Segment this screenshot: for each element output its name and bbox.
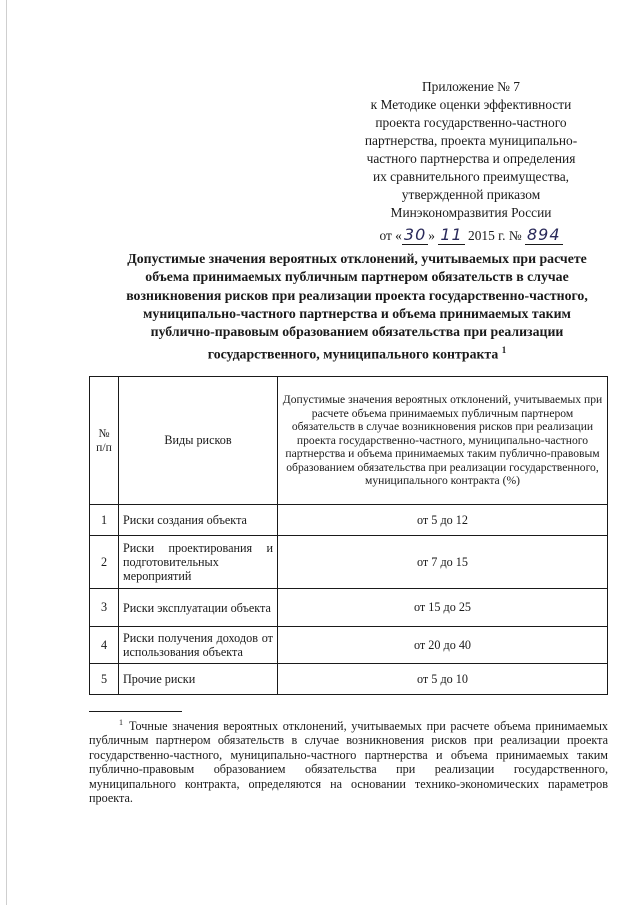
title-line: муниципально-частного партнерства и объема принимаемых таким (143, 305, 571, 321)
row-risk-type: Риски получения доходов от использования объекта (119, 627, 278, 664)
table-row (90, 589, 608, 627)
annex-line: к Методике оценки эффективности (370, 97, 572, 112)
title-line: Допустимые значения вероятных отклонений, учитываемых при расчете (127, 251, 587, 266)
header-value: Допустимые значения вероятных отклонений, учитываемых при расчете объема принимаемых публичным партнером обязательств в случае возникновения рисков при реализации проекта государственно-частного, муниципально-частного партнерства и объема принимаемых таким публично-правовым образованием обязательства при реализации государственного, муниципального контракта (%) (278, 377, 608, 505)
row-num: 3 (90, 589, 119, 627)
annex-line: проекта государственно-частного (375, 115, 567, 130)
handwritten-month: 11 (440, 225, 463, 244)
row-risk-type: Риски создания объекта (119, 505, 278, 536)
row-risk-type: Риски эксплуатации объекта (119, 589, 278, 627)
handwritten-day: 30 (403, 225, 427, 244)
scan-margin-line (6, 0, 7, 905)
title-last-text: государственного, муниципального контракта (207, 347, 499, 363)
order-date-line (340, 226, 602, 245)
date-mid: » (428, 228, 435, 243)
row-num: 5 (90, 664, 119, 695)
header-num: № п/п (90, 377, 119, 505)
row-value: от 20 до 40 (278, 627, 608, 664)
title-line: возникновения рисков при реализации проекта государственно-частного, (126, 287, 588, 303)
date-year: 2015 г. № (468, 228, 522, 243)
table-row (90, 664, 608, 695)
header-risk-type: Виды рисков (119, 377, 278, 505)
row-value: от 5 до 10 (278, 664, 608, 695)
footnote-marker: 1 (119, 718, 123, 727)
annex-line: их сравнительного преимущества, (372, 169, 570, 184)
date-prefix: от « (379, 228, 402, 243)
title-line: публично-правовым образованием обязательства при реализации (150, 324, 564, 340)
title-line (92, 341, 622, 364)
table-row (90, 627, 608, 664)
footnote-separator (89, 711, 182, 712)
row-value: от 5 до 12 (278, 505, 608, 536)
annex-line: утвержденной приказом (401, 187, 541, 202)
risk-table (89, 376, 608, 695)
annex-line: частного партнерства и определения (366, 151, 576, 166)
handwritten-order-number: 894 (526, 225, 561, 244)
footnote (89, 716, 608, 806)
title-line: объема принимаемых публичным партнером обязательств в случае (145, 269, 569, 285)
title-footnote-ref: 1 (501, 345, 507, 356)
table-header-row (90, 377, 608, 505)
row-risk-type: Прочие риски (119, 664, 278, 695)
footnote-text: Точные значения вероятных отклонений, учитываемых при расчете объема принимаемых публичным партнером обязательств в случае возникновения рисков при реализации проекта государственно-частного, муниципально-частного партнерства и объема принимаемых таким публично-правовым образованием обязательства при реализации государственного, муниципального контракта, определяются на основании технико-экономических параметров проекта. (89, 719, 608, 806)
annex-block (340, 78, 602, 245)
table-row (90, 505, 608, 536)
row-num: 2 (90, 536, 119, 589)
row-value: от 15 до 25 (278, 589, 608, 627)
table-row (90, 536, 608, 589)
annex-line: Приложение № 7 (421, 79, 521, 94)
document-title (92, 250, 622, 364)
row-value: от 7 до 15 (278, 536, 608, 589)
row-num: 4 (90, 627, 119, 664)
row-num: 1 (90, 505, 119, 536)
annex-line: Минэкономразвития России (390, 205, 552, 220)
row-risk-type: Риски проектирования и подготовительных мероприятий (119, 536, 278, 589)
annex-line: партнерства, проекта муниципально- (364, 133, 578, 148)
